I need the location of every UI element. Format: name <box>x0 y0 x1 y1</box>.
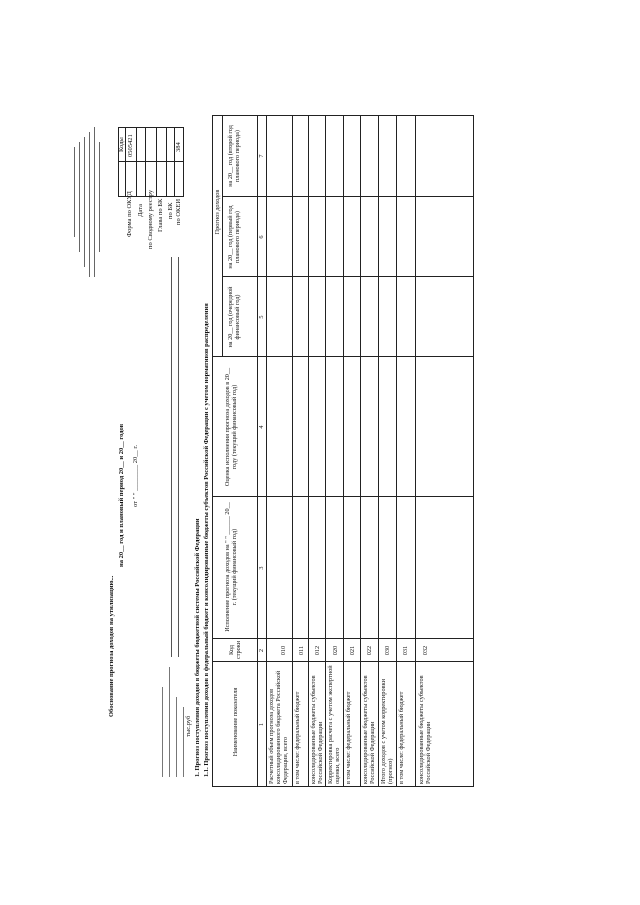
row-label: консолидированные бюджеты субъектов Российской Федерации <box>362 675 377 784</box>
header-indicator: Наименование показателя <box>232 687 239 757</box>
codes-label-okei: по ОКЕИ <box>175 198 182 225</box>
row-code: 021 <box>349 645 356 656</box>
codes-label-glava: Глава по БК <box>157 198 164 232</box>
codes-label-date: Дата <box>137 204 144 217</box>
section-1-heading: 1. Прогноз поступления доходов в бюджеты бюджетной системы Российской Федерации <box>194 518 201 777</box>
col-number: 4 <box>258 425 265 429</box>
header-year3: на 20__ год (второй год планового периода) <box>227 125 241 187</box>
row-code: 012 <box>314 645 321 656</box>
row-label: консолидированные бюджеты субъектов Российской Федерации <box>310 675 325 784</box>
col-number: 6 <box>258 235 265 239</box>
codes-label-bk: по БК <box>167 202 174 219</box>
codes-value-okei: 384 <box>175 142 182 152</box>
document-page <box>60 107 480 797</box>
codes-header: Коды <box>118 137 125 152</box>
section-1-1-heading: 1.1. Прогноз поступления доходов в федеральный бюджет и консолидированные бюджеты субъектов Российской Федерации с учетом нормативов распределения <box>203 303 210 777</box>
codes-label-registry: по Сводному реестру <box>147 189 154 249</box>
document-title: Обоснование прогноза доходов на утилизацию... <box>108 575 115 717</box>
row-label: в том числе: федеральный бюджет <box>345 691 352 784</box>
header-code: Код строки <box>228 640 242 660</box>
header-year2: на 20__ год (первый год планового периода) <box>227 205 241 269</box>
row-label: Корректировка расчета с учетом экспертной оценки, всего <box>327 665 342 784</box>
col-number: 5 <box>258 315 265 319</box>
units-label: тыс.руб <box>185 715 192 737</box>
codes-value-okud: 0505421 <box>127 134 134 157</box>
row-code: 020 <box>332 645 339 656</box>
row-label: в том числе: федеральный бюджет <box>294 691 301 784</box>
col-number: 7 <box>258 154 265 158</box>
header-year1: на 20__ год (очередной финансовый год) <box>227 286 241 348</box>
row-code: 032 <box>422 645 429 656</box>
document-title-line2: на 20__ год и плановый период 20__ и 20__ годов <box>118 423 125 567</box>
row-label: Расчетный объем прогноза доходов консолидированного бюджета Российской Федерации, всего <box>268 670 290 784</box>
row-code: 010 <box>280 645 287 656</box>
header-execution: Исполнение прогноза доходов на " " ______ 20__ г. (текущий финансовый год) <box>224 502 238 632</box>
row-code: 022 <box>366 645 373 656</box>
col-number: 3 <box>258 566 265 570</box>
row-label: Итого доходов с учетом корректировки (прогноз) <box>380 679 395 784</box>
document-date: от " " ________ 20__ г. <box>132 445 139 507</box>
col-number: 2 <box>258 648 265 653</box>
row-code: 011 <box>298 645 305 656</box>
row-code: 031 <box>402 645 409 656</box>
row-label: консолидированные бюджеты субъектов Российской Федерации <box>418 675 433 784</box>
header-forecast-group: Прогноз доходов <box>214 189 221 235</box>
codes-label-okud: Форма по ОКУД <box>126 191 133 237</box>
col-number: 1 <box>258 722 265 727</box>
row-code: 030 <box>384 645 391 656</box>
row-label: в том числе: федеральный бюджет <box>398 691 405 784</box>
header-estimate: Оценка исполнения прогноза доходов в 20__ году (текущий финансовый год) <box>224 367 238 487</box>
